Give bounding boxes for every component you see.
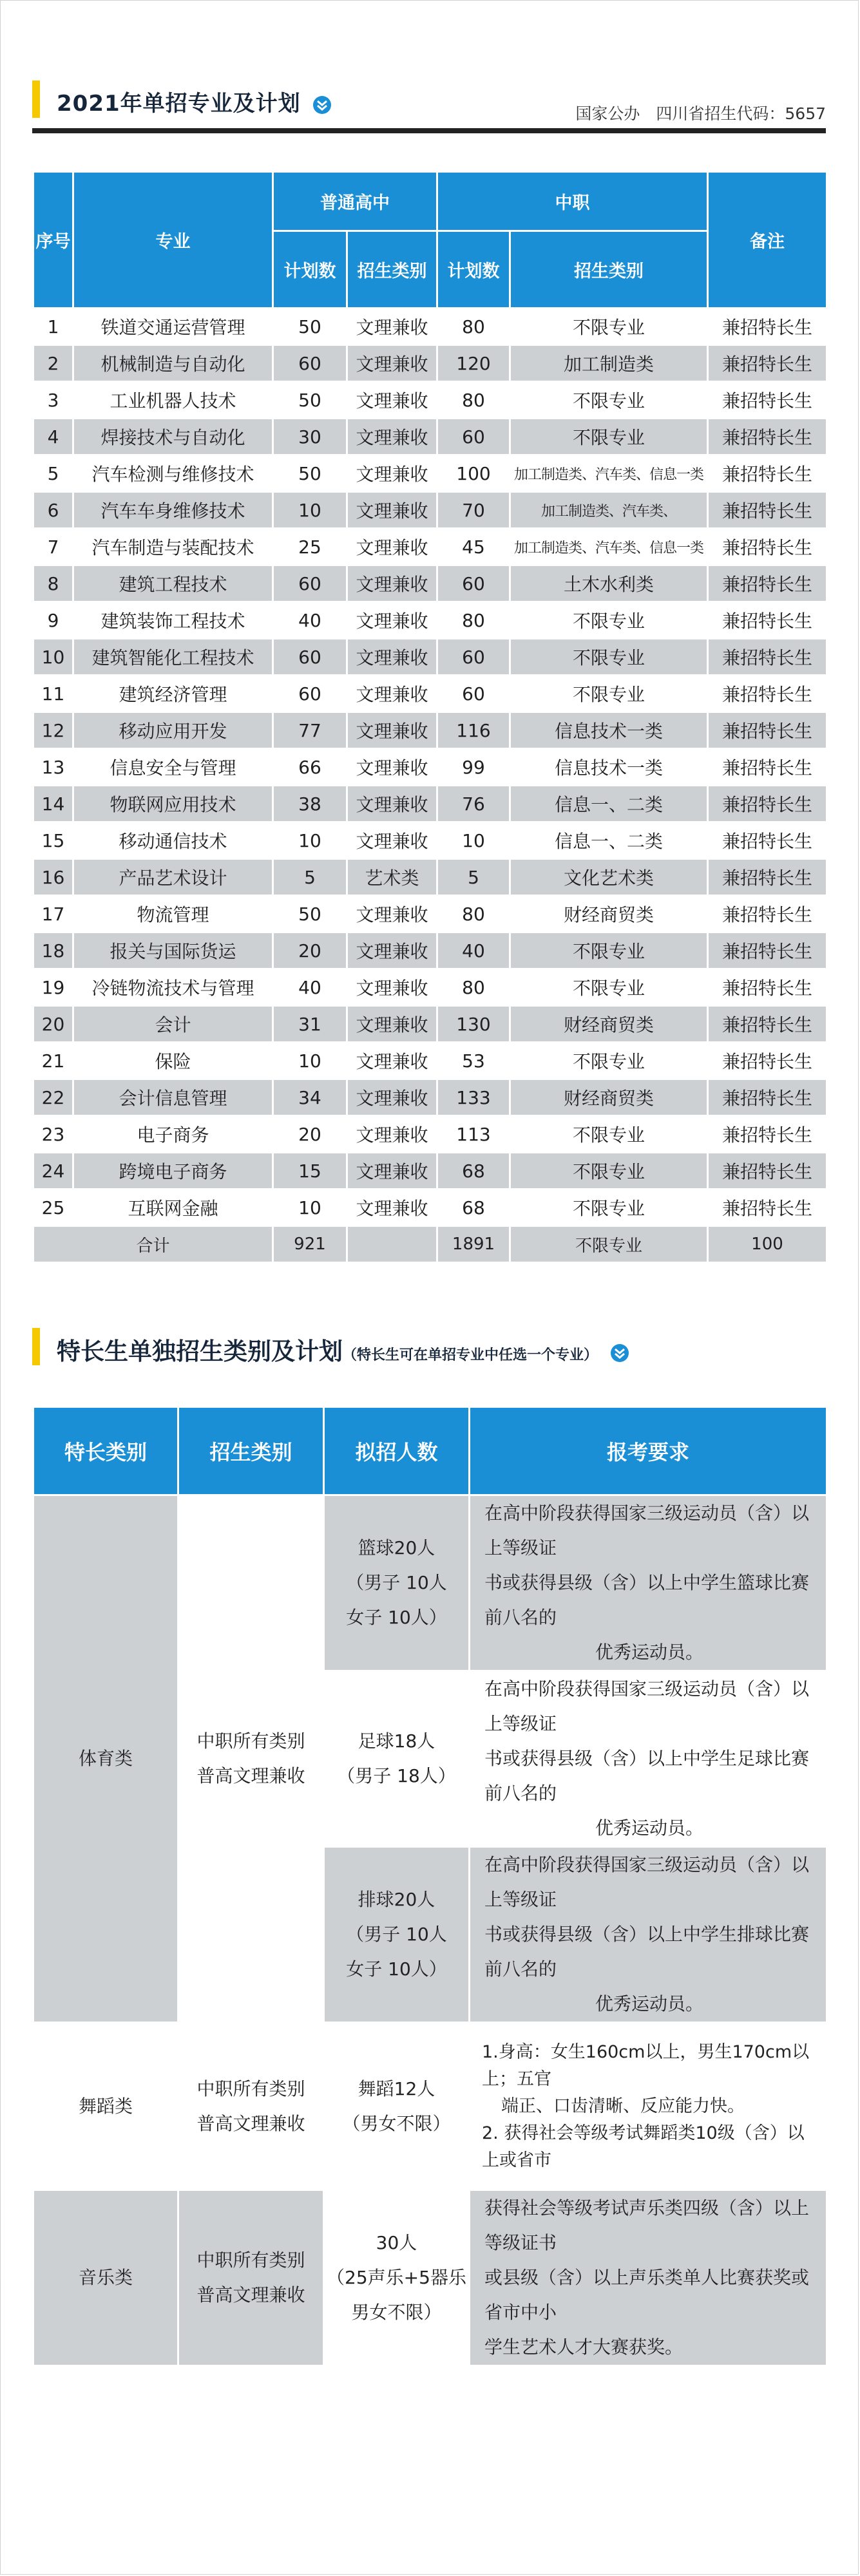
count-line: 女子 10人） xyxy=(346,1607,447,1628)
row-vocational-category: 加工制造类、汽车类、信息一类 xyxy=(510,455,708,492)
row-vocational-category: 不限专业 xyxy=(510,969,708,1006)
row-major: 跨境电子商务 xyxy=(73,1153,273,1189)
req-line: 在高中阶段获得国家三级运动员（含）以上等级证 xyxy=(484,1678,810,1734)
row-vocational-plan: 80 xyxy=(437,308,510,345)
row-seq: 2 xyxy=(33,345,73,382)
row-general-plan: 10 xyxy=(273,1189,347,1226)
specialty-plan-table xyxy=(32,1406,828,2367)
total-vocational-cat: 不限专业 xyxy=(510,1226,708,1263)
row-seq: 9 xyxy=(33,602,73,639)
count-line: 足球18人 xyxy=(358,1730,435,1752)
table-row xyxy=(33,529,827,565)
count-line: 男女不限） xyxy=(351,2302,442,2323)
row-vocational-category: 加工制造类、汽车类、 xyxy=(510,492,708,529)
row-remarks: 兼招特长生 xyxy=(708,602,827,639)
table-row xyxy=(33,933,827,969)
double-chevron-down-icon xyxy=(610,1343,629,1363)
count-line: 排球20人 xyxy=(358,1889,435,1910)
row-vocational-category: 信息技术一类 xyxy=(510,712,708,749)
table-row xyxy=(33,639,827,676)
music-category: 音乐类 xyxy=(33,2190,178,2366)
count-line: （男子 18人） xyxy=(337,1765,456,1786)
row-seq: 25 xyxy=(33,1189,73,1226)
count-line: 舞蹈12人 xyxy=(358,2078,435,2099)
row-remarks: 兼招特长生 xyxy=(708,492,827,529)
row-seq: 8 xyxy=(33,565,73,602)
req-line: 在高中阶段获得国家三级运动员（含）以上等级证 xyxy=(484,1502,810,1558)
row-remarks: 兼招特长生 xyxy=(708,1043,827,1079)
row-major: 机械制造与自动化 xyxy=(73,345,273,382)
count-line: （男子 10人 xyxy=(346,1924,447,1945)
row-seq: 10 xyxy=(33,639,73,676)
row-seq: 21 xyxy=(33,1043,73,1079)
row-vocational-category: 财经商贸类 xyxy=(510,1079,708,1116)
basketball-count xyxy=(324,1495,470,1671)
row-general-plan: 30 xyxy=(273,419,347,455)
sports-enroll xyxy=(178,1495,324,2023)
enroll-line: 中职所有类别 xyxy=(196,2249,305,2271)
row-major: 产品艺术设计 xyxy=(73,859,273,896)
row-remarks: 兼招特长生 xyxy=(708,382,827,419)
col-header-seq: 序号 xyxy=(33,172,73,308)
row-remarks: 兼招特长生 xyxy=(708,419,827,455)
col-header-plan2: 计划数 xyxy=(437,231,510,308)
row-seq: 4 xyxy=(33,419,73,455)
count-line: 30人 xyxy=(376,2232,417,2253)
row-vocational-category: 不限专业 xyxy=(510,639,708,676)
row-general-category: 文理兼收 xyxy=(347,529,437,565)
row-vocational-plan: 120 xyxy=(437,345,510,382)
row-seq: 12 xyxy=(33,712,73,749)
row-general-category: 文理兼收 xyxy=(347,382,437,419)
row-vocational-plan: 99 xyxy=(437,749,510,786)
row-general-plan: 38 xyxy=(273,786,347,822)
table-row xyxy=(33,419,827,455)
row-major: 建筑装饰工程技术 xyxy=(73,602,273,639)
row-seq: 5 xyxy=(33,455,73,492)
req-line: 优秀运动员。 xyxy=(595,1993,703,2014)
basketball-requirements xyxy=(470,1495,827,1671)
row-general-plan: 77 xyxy=(273,712,347,749)
count-line: （男子 10人 xyxy=(346,1572,447,1593)
total-general: 921 xyxy=(273,1226,347,1263)
row-vocational-category: 文化艺术类 xyxy=(510,859,708,896)
count-line: 篮球20人 xyxy=(358,1537,435,1558)
volleyball-requirements xyxy=(470,1847,827,2023)
table-row xyxy=(33,492,827,529)
music-row xyxy=(33,2190,827,2366)
row-vocational-plan: 60 xyxy=(437,565,510,602)
table-row xyxy=(33,859,827,896)
row-vocational-plan: 40 xyxy=(437,933,510,969)
row-remarks: 兼招特长生 xyxy=(708,455,827,492)
req-line: 优秀运动员。 xyxy=(595,1642,703,1663)
row-major: 会计 xyxy=(73,1006,273,1043)
row-general-category: 文理兼收 xyxy=(347,455,437,492)
row-major: 汽车车身维修技术 xyxy=(73,492,273,529)
row-vocational-plan: 76 xyxy=(437,786,510,822)
req-line: 2. 获得社会等级考试舞蹈类10级（含）以上或省市 xyxy=(482,2123,805,2170)
row-vocational-category: 信息技术一类 xyxy=(510,749,708,786)
row-remarks: 兼招特长生 xyxy=(708,1006,827,1043)
col-header-remarks: 备注 xyxy=(708,172,827,308)
row-vocational-plan: 68 xyxy=(437,1189,510,1226)
total-row xyxy=(33,1226,827,1263)
accent-bar-2 xyxy=(32,1328,40,1365)
row-vocational-plan: 45 xyxy=(437,529,510,565)
double-chevron-down-icon xyxy=(312,95,332,115)
dance-row xyxy=(33,2023,827,2190)
row-vocational-category: 不限专业 xyxy=(510,1153,708,1189)
row-general-category: 文理兼收 xyxy=(347,1189,437,1226)
table-row xyxy=(33,1189,827,1226)
row-remarks: 兼招特长生 xyxy=(708,786,827,822)
row-major: 建筑经济管理 xyxy=(73,676,273,712)
table-row xyxy=(33,308,827,345)
col-header-major: 专业 xyxy=(73,172,273,308)
col-header-general: 普通高中 xyxy=(273,172,437,231)
row-vocational-category: 加工制造类 xyxy=(510,345,708,382)
section1-header xyxy=(32,80,826,138)
enroll-line: 普高文理兼收 xyxy=(196,1765,305,1786)
section2-title-text: 特长生单独招生类别及计划 xyxy=(57,1338,343,1365)
row-general-plan: 50 xyxy=(273,308,347,345)
col-header-count: 拟招人数 xyxy=(324,1407,470,1495)
row-major: 冷链物流技术与管理 xyxy=(73,969,273,1006)
row-general-plan: 66 xyxy=(273,749,347,786)
row-general-category: 文理兼收 xyxy=(347,1006,437,1043)
row-vocational-plan: 100 xyxy=(437,455,510,492)
req-line: 学生艺术人才大赛获奖。 xyxy=(484,2336,683,2358)
row-general-category: 文理兼收 xyxy=(347,896,437,933)
col-header-specialty: 特长类别 xyxy=(33,1407,178,1495)
table-row xyxy=(33,1006,827,1043)
row-general-category: 文理兼收 xyxy=(347,1116,437,1153)
row-seq: 1 xyxy=(33,308,73,345)
section2-title-note: （特长生可在单招专业中任选一个专业） xyxy=(343,1347,598,1363)
total-remarks: 100 xyxy=(708,1226,827,1263)
table-row xyxy=(33,822,827,859)
row-vocational-plan: 60 xyxy=(437,419,510,455)
football-count xyxy=(324,1671,470,1847)
row-remarks: 兼招特长生 xyxy=(708,1079,827,1116)
total-label: 合计 xyxy=(33,1226,273,1263)
count-line: （25声乐+5器乐 xyxy=(327,2267,466,2288)
row-remarks: 兼招特长生 xyxy=(708,859,827,896)
table-row xyxy=(33,345,827,382)
row-vocational-category: 不限专业 xyxy=(510,1043,708,1079)
table-row xyxy=(33,1043,827,1079)
row-vocational-plan: 5 xyxy=(437,859,510,896)
row-general-category: 文理兼收 xyxy=(347,639,437,676)
req-line: 优秀运动员。 xyxy=(595,1817,703,1839)
row-major: 铁道交通运营管理 xyxy=(73,308,273,345)
row-vocational-plan: 60 xyxy=(437,639,510,676)
row-general-category: 文理兼收 xyxy=(347,419,437,455)
row-seq: 17 xyxy=(33,896,73,933)
section2-header xyxy=(32,1328,826,1367)
row-vocational-category: 加工制造类、汽车类、信息一类 xyxy=(510,529,708,565)
majors-table-body xyxy=(33,308,827,1226)
row-major: 物联网应用技术 xyxy=(73,786,273,822)
row-vocational-category: 不限专业 xyxy=(510,419,708,455)
row-remarks: 兼招特长生 xyxy=(708,345,827,382)
accent-bar xyxy=(32,80,40,118)
row-remarks: 兼招特长生 xyxy=(708,933,827,969)
row-major: 建筑工程技术 xyxy=(73,565,273,602)
row-vocational-plan: 80 xyxy=(437,896,510,933)
row-general-category: 文理兼收 xyxy=(347,492,437,529)
table-row xyxy=(33,1079,827,1116)
row-seq: 13 xyxy=(33,749,73,786)
row-general-plan: 40 xyxy=(273,969,347,1006)
row-major: 保险 xyxy=(73,1043,273,1079)
row-vocational-plan: 70 xyxy=(437,492,510,529)
enroll-line: 中职所有类别 xyxy=(196,1730,305,1752)
col-header-requirements: 报考要求 xyxy=(470,1407,827,1495)
req-line: 书或获得县级（含）以上中学生排球比赛前八名的 xyxy=(484,1924,810,1980)
row-seq: 18 xyxy=(33,933,73,969)
header-rule xyxy=(32,128,826,133)
sports-row-basketball xyxy=(33,1495,827,1671)
row-general-plan: 34 xyxy=(273,1079,347,1116)
row-vocational-category: 不限专业 xyxy=(510,602,708,639)
row-vocational-plan: 113 xyxy=(437,1116,510,1153)
row-vocational-category: 不限专业 xyxy=(510,382,708,419)
row-general-category: 文理兼收 xyxy=(347,822,437,859)
row-general-plan: 25 xyxy=(273,529,347,565)
row-remarks: 兼招特长生 xyxy=(708,308,827,345)
row-major: 信息安全与管理 xyxy=(73,749,273,786)
row-general-plan: 60 xyxy=(273,565,347,602)
music-requirements xyxy=(470,2190,827,2366)
table-row xyxy=(33,565,827,602)
row-remarks: 兼招特长生 xyxy=(708,565,827,602)
row-vocational-plan: 53 xyxy=(437,1043,510,1079)
row-remarks: 兼招特长生 xyxy=(708,896,827,933)
row-general-category: 文理兼收 xyxy=(347,602,437,639)
total-vocational: 1891 xyxy=(437,1226,510,1263)
row-vocational-plan: 68 xyxy=(437,1153,510,1189)
row-remarks: 兼招特长生 xyxy=(708,676,827,712)
row-major: 汽车制造与装配技术 xyxy=(73,529,273,565)
row-general-plan: 60 xyxy=(273,639,347,676)
table-row xyxy=(33,455,827,492)
row-general-category: 文理兼收 xyxy=(347,712,437,749)
row-general-plan: 50 xyxy=(273,382,347,419)
req-line: 获得社会等级考试声乐类四级（含）以上等级证书 xyxy=(484,2197,810,2253)
row-general-plan: 50 xyxy=(273,455,347,492)
row-general-category: 文理兼收 xyxy=(347,308,437,345)
row-remarks: 兼招特长生 xyxy=(708,529,827,565)
row-major: 焊接技术与自动化 xyxy=(73,419,273,455)
row-remarks: 兼招特长生 xyxy=(708,1153,827,1189)
row-general-plan: 5 xyxy=(273,859,347,896)
enroll-line: 普高文理兼收 xyxy=(196,2284,305,2306)
count-line: 女子 10人） xyxy=(346,1958,447,1980)
row-seq: 6 xyxy=(33,492,73,529)
row-vocational-category: 信息一、二类 xyxy=(510,822,708,859)
row-general-plan: 10 xyxy=(273,1043,347,1079)
row-vocational-category: 财经商贸类 xyxy=(510,1006,708,1043)
dance-requirements xyxy=(470,2023,827,2190)
row-seq: 7 xyxy=(33,529,73,565)
row-remarks: 兼招特长生 xyxy=(708,639,827,676)
table-row xyxy=(33,712,827,749)
row-seq: 22 xyxy=(33,1079,73,1116)
row-general-plan: 40 xyxy=(273,602,347,639)
row-general-plan: 10 xyxy=(273,822,347,859)
dance-category: 舞蹈类 xyxy=(33,2023,178,2190)
req-line: 在高中阶段获得国家三级运动员（含）以上等级证 xyxy=(484,1854,810,1910)
count-line: （男女不限） xyxy=(342,2112,451,2134)
row-vocational-plan: 60 xyxy=(437,676,510,712)
req-line: 或县级（含）以上声乐类单人比赛获奖或省市中小 xyxy=(484,2267,810,2323)
row-general-category: 文理兼收 xyxy=(347,1043,437,1079)
row-general-plan: 60 xyxy=(273,345,347,382)
table-row xyxy=(33,1153,827,1189)
row-major: 汽车检测与维修技术 xyxy=(73,455,273,492)
col-header-category: 招生类别 xyxy=(347,231,437,308)
row-major: 移动通信技术 xyxy=(73,822,273,859)
row-general-category: 文理兼收 xyxy=(347,933,437,969)
row-vocational-category: 不限专业 xyxy=(510,933,708,969)
req-line: 1.身高：女生160cm以上，男生170cm以上；五官 xyxy=(482,2041,810,2089)
row-vocational-category: 信息一、二类 xyxy=(510,786,708,822)
row-general-plan: 15 xyxy=(273,1153,347,1189)
row-remarks: 兼招特长生 xyxy=(708,749,827,786)
req-line: 端正、口齿清晰、反应能力快。 xyxy=(501,2096,745,2116)
table-row xyxy=(33,1116,827,1153)
row-remarks: 兼招特长生 xyxy=(708,1189,827,1226)
row-general-category: 文理兼收 xyxy=(347,749,437,786)
row-general-plan: 10 xyxy=(273,492,347,529)
sports-category: 体育类 xyxy=(33,1495,178,2023)
row-remarks: 兼招特长生 xyxy=(708,969,827,1006)
req-line: 书或获得县级（含）以上中学生篮球比赛前八名的 xyxy=(484,1572,810,1628)
row-vocational-category: 财经商贸类 xyxy=(510,896,708,933)
table-row xyxy=(33,602,827,639)
dance-count xyxy=(324,2023,470,2190)
row-seq: 23 xyxy=(33,1116,73,1153)
music-enroll xyxy=(178,2190,324,2366)
table-row xyxy=(33,676,827,712)
row-vocational-plan: 80 xyxy=(437,602,510,639)
row-general-category: 文理兼收 xyxy=(347,786,437,822)
row-major: 物流管理 xyxy=(73,896,273,933)
row-vocational-category: 不限专业 xyxy=(510,1189,708,1226)
table-row xyxy=(33,749,827,786)
table-row xyxy=(33,382,827,419)
section2-title xyxy=(57,1332,629,1367)
row-major: 报关与国际货运 xyxy=(73,933,273,969)
row-general-plan: 20 xyxy=(273,933,347,969)
col-header-plan: 计划数 xyxy=(273,231,347,308)
dance-enroll xyxy=(178,2023,324,2190)
row-major: 建筑智能化工程技术 xyxy=(73,639,273,676)
row-vocational-plan: 10 xyxy=(437,822,510,859)
row-general-category: 文理兼收 xyxy=(347,969,437,1006)
row-seq: 24 xyxy=(33,1153,73,1189)
row-vocational-category: 不限专业 xyxy=(510,308,708,345)
total-general-cat xyxy=(347,1226,437,1263)
col-header-vocational: 中职 xyxy=(437,172,708,231)
req-line: 书或获得县级（含）以上中学生足球比赛前八名的 xyxy=(484,1748,810,1804)
row-vocational-plan: 80 xyxy=(437,382,510,419)
row-vocational-category: 不限专业 xyxy=(510,676,708,712)
table-row xyxy=(33,969,827,1006)
table-row xyxy=(33,786,827,822)
row-general-category: 文理兼收 xyxy=(347,676,437,712)
football-requirements xyxy=(470,1671,827,1847)
table-row xyxy=(33,896,827,933)
row-seq: 20 xyxy=(33,1006,73,1043)
row-general-plan: 31 xyxy=(273,1006,347,1043)
row-major: 电子商务 xyxy=(73,1116,273,1153)
enroll-line: 普高文理兼收 xyxy=(196,2112,305,2134)
row-seq: 14 xyxy=(33,786,73,822)
volleyball-count xyxy=(324,1847,470,2023)
row-remarks: 兼招特长生 xyxy=(708,1116,827,1153)
row-general-category: 文理兼收 xyxy=(347,1153,437,1189)
row-general-category: 文理兼收 xyxy=(347,565,437,602)
agency-info: 国家公办 四川省招生代码：5657 xyxy=(575,104,826,123)
row-general-plan: 50 xyxy=(273,896,347,933)
row-remarks: 兼招特长生 xyxy=(708,712,827,749)
row-seq: 16 xyxy=(33,859,73,896)
majors-plan-table xyxy=(32,171,828,1264)
enroll-line: 中职所有类别 xyxy=(196,2078,305,2099)
row-vocational-plan: 130 xyxy=(437,1006,510,1043)
row-seq: 19 xyxy=(33,969,73,1006)
row-vocational-plan: 133 xyxy=(437,1079,510,1116)
row-vocational-plan: 116 xyxy=(437,712,510,749)
row-seq: 15 xyxy=(33,822,73,859)
row-general-category: 文理兼收 xyxy=(347,345,437,382)
row-seq: 11 xyxy=(33,676,73,712)
row-general-plan: 60 xyxy=(273,676,347,712)
row-major: 移动应用开发 xyxy=(73,712,273,749)
row-general-category: 文理兼收 xyxy=(347,1079,437,1116)
row-general-category: 艺术类 xyxy=(347,859,437,896)
row-vocational-category: 不限专业 xyxy=(510,1116,708,1153)
section1-title xyxy=(57,86,332,117)
col-header-category2: 招生类别 xyxy=(510,231,708,308)
row-general-plan: 20 xyxy=(273,1116,347,1153)
row-major: 会计信息管理 xyxy=(73,1079,273,1116)
row-vocational-category: 土木水利类 xyxy=(510,565,708,602)
col-header-enroll-category: 招生类别 xyxy=(178,1407,324,1495)
row-remarks: 兼招特长生 xyxy=(708,822,827,859)
row-vocational-plan: 80 xyxy=(437,969,510,1006)
row-major: 互联网金融 xyxy=(73,1189,273,1226)
music-count xyxy=(324,2190,470,2366)
row-seq: 3 xyxy=(33,382,73,419)
section1-title-text: 2021年单招专业及计划 xyxy=(57,91,301,117)
row-major: 工业机器人技术 xyxy=(73,382,273,419)
